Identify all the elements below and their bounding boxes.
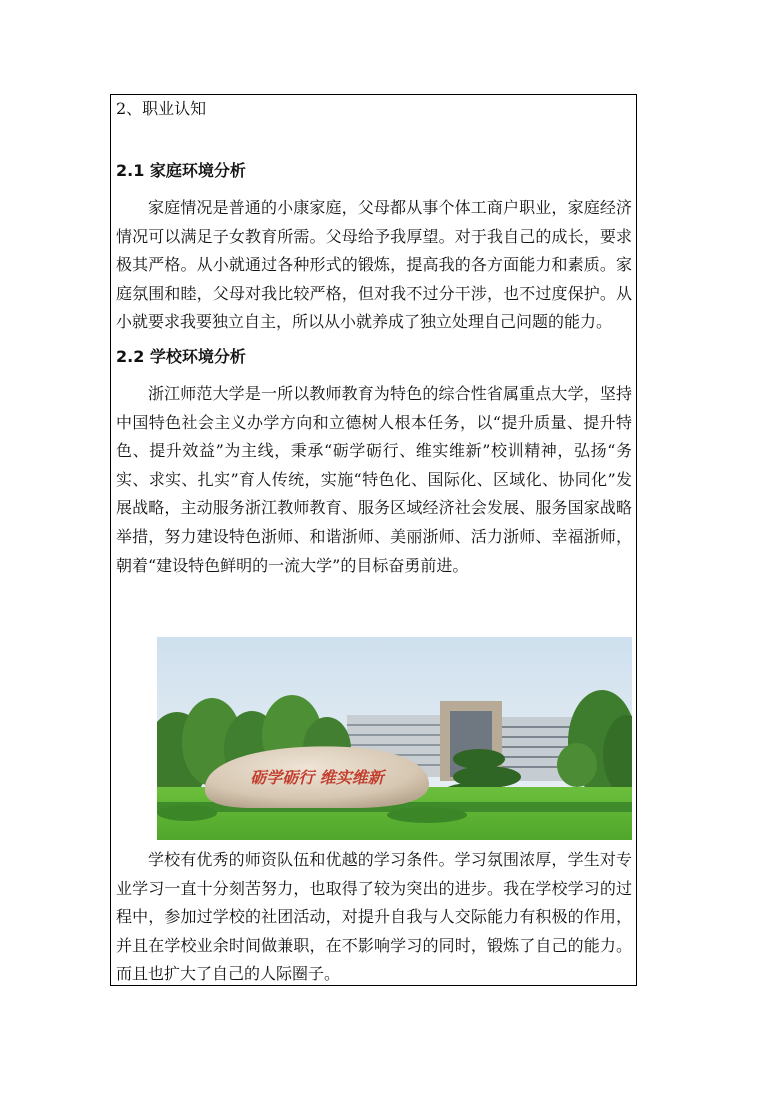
school-paragraph-after-photo bbox=[116, 846, 632, 989]
campus-stone-motto: 砺学砺行 维实维新 bbox=[250, 768, 384, 787]
family-analysis-title: 2.1 家庭环境分析 bbox=[116, 161, 246, 180]
school-analysis-title: 2.2 学校环境分析 bbox=[116, 346, 246, 366]
campus-photo bbox=[157, 637, 632, 840]
school-analysis-paragraph: 浙江师范大学是一所以教师教育为特色的综合性省属重点大学，坚持中国特色社会主义办学方向和立德树人根本任务，以“提升质量、提升特色、提升效益”为主线，秉承“砺学砺行、维实维新”校训精神，弘扬“务实、求实、扎实”育人传统，实施“特色化、国际化、区域化、协同化”发展战略，主动服务浙江教师教育、服务区域经济社会发展、服务国家战略举措，努力建设特色浙师、和谐浙师、美丽浙师、活力浙师、幸福浙师，朝着“建设特色鲜明的一流大学”的目标奋勇前进。 bbox=[116, 383, 632, 575]
family-analysis-paragraph: 家庭情况是普通的小康家庭，父母都从事个体工商户职业，家庭经济情况可以满足子女教育所需。父母给予我厚望。对于我自己的成长，要求极其严格。从小就通过各种形式的锻炼，提高我的各方面能力和素质。家庭氛围和睦，父母对我比较严格，但对我不过分干涉，也不过度保护。从小就要求我要独立自主，所以从小就养成了独立处理自己问题的能力。 bbox=[116, 198, 632, 332]
school-analysis-paragraph-2: 学校有优秀的师资队伍和优越的学习条件。学习氛围浓厚，学生对专业学习一直十分刻苦努力，也取得了较为突出的进步。我在学校学习的过程中，参加过学校的社团活动，对提升自我与人交际能力有积极的作用，并且在学校业余时间做兼职，在不影响学习的同时，锻炼了自己的能力。而且也扩大了自己的人际圈子。 bbox=[116, 850, 632, 984]
document-content bbox=[116, 98, 632, 580]
section-title: 2、职业认知 bbox=[116, 99, 207, 118]
